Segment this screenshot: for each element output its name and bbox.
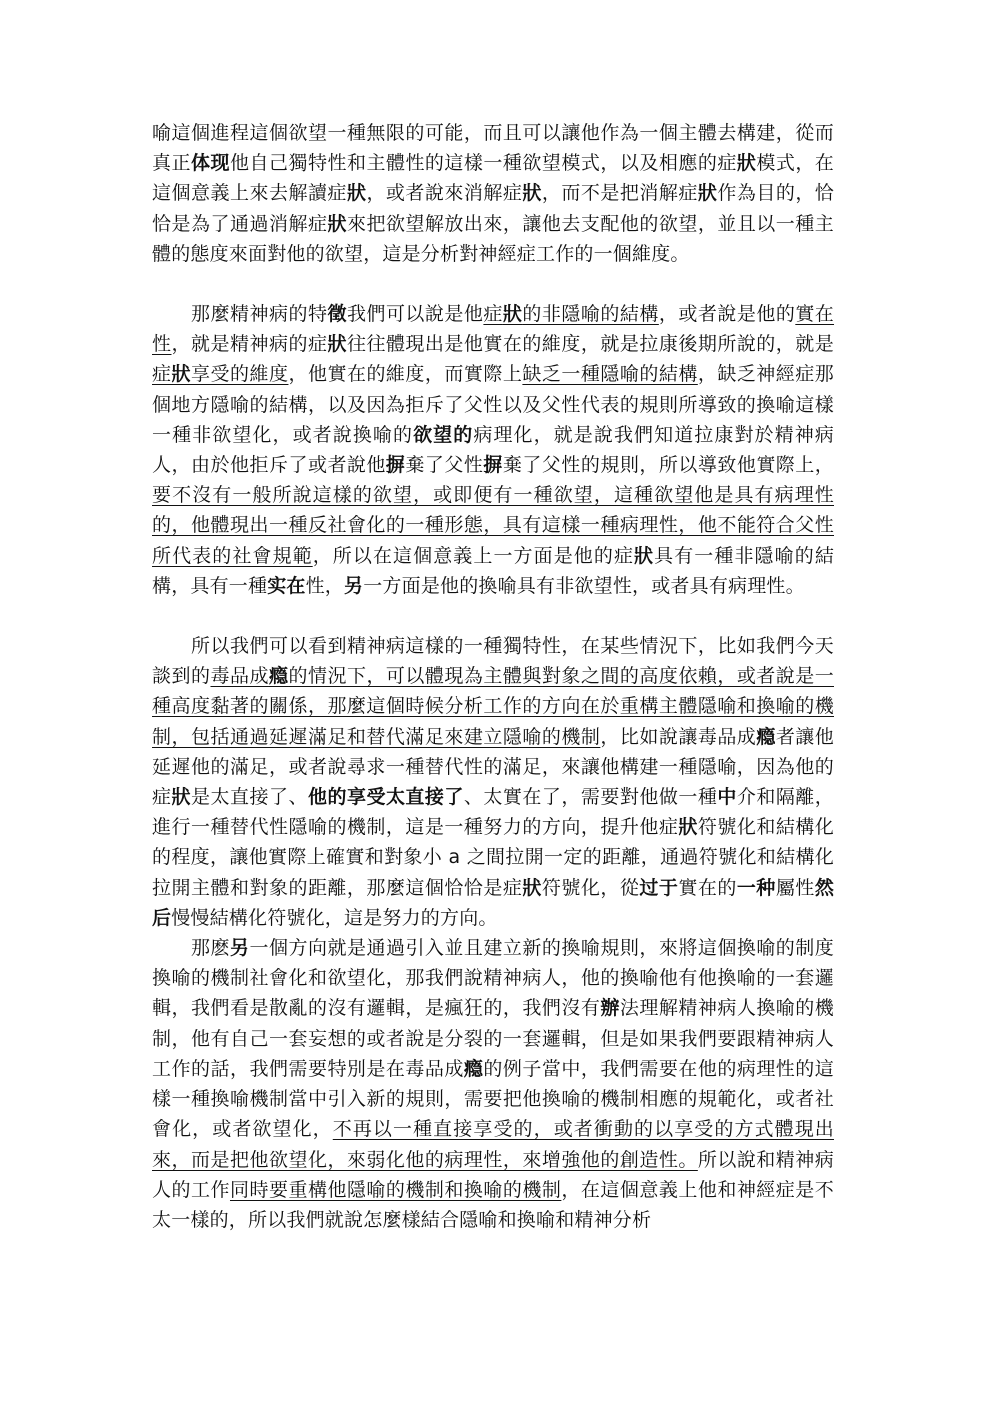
underlined-text: 實在性 [152,303,835,356]
text-run: 喻這個進程這個欲望一種無限的可能，而且可以讓他作為一個主體去構建，從而真正 [152,122,834,175]
bold-text: 狀 [678,816,698,839]
bold-text: 狀 [171,786,191,809]
text-run: 一個方向就是通過引入並且建立新的換喻規則，來將這個換喻的制度換喻的機制社會化和欲望化，那我們說精神病人，他的換喻他有他換喻的一套邏輯，我們看是散亂的沒有邏輯，是瘋狂的，我們沒有 [152,937,834,1020]
bold-text: 狀 [697,182,718,205]
text-run: 來把欲望解放出來，讓他去支配他的欲望，並且以一種主體的態度來面對他的欲望，這是分析對神經症工作的一個維度。 [152,212,834,265]
paragraph [152,299,834,601]
text-run: 往往體現出是他實在的維度，就是拉康後期所說的，就是 [346,333,834,356]
bold-text: 狀 [522,876,542,899]
underlined-text: 同時要重構他隱喻的機制和換喻的機制 [229,1178,562,1201]
text-run: ，或者說來消解症 [366,182,523,205]
underlined-text: 毒品成 [210,665,269,688]
bold-text: 他的享受太直接了 [307,786,464,809]
document-body [152,118,834,1235]
text-run: 屬性 [775,876,815,899]
text-run: 我們可以說是他 [346,303,484,326]
bold-text: 欲望的 [413,423,474,446]
underlined-text: 的情況下，可以體現為主體與對象之間的高度依賴，或者說是一種高度黏著的關係，那麼這個時候分析工作的方向在於重構主體隱喻和換喻的機制，包括通過延遲滿足和替代滿足來建立隱喻的機制 [152,665,834,748]
bold-text: 然后 [152,876,835,929]
underlined-text: 要不沒有一般所說這樣的欲望，或即便有一種欲望，這種欲望他是具有病理性的，他體現出 [152,484,834,537]
bold-text: 过于 [639,876,679,899]
text-run: 具有一種非隱喻的結構，具有一種 [152,544,835,597]
bold-text: 狀 [736,152,757,175]
underlined-text: 狀 [171,363,191,386]
bold-text: 瘾 [463,1057,484,1080]
text-run: ，比如說讓毒品成 [600,725,757,748]
bold-text: 摒 [483,454,503,477]
bold-text: 辦 [600,997,620,1020]
bold-text: 体现 [191,152,230,175]
underlined-text: 瘾 [268,665,289,688]
text-run: 那麽 [191,937,230,960]
text-run: 棄了父性的規則，所以導致他實際上， [502,454,834,477]
bold-text: 中 [717,786,737,809]
text-run: 法理解精神病人換喻的機制，他有自己一套妄想的或者說是分裂的一套邏輯，但是如果我們要跟精神病人工作的話，我們需要特別是在毒品成 [152,997,834,1080]
text-run: 實在的 [678,876,737,899]
text-run: ，就是精神病的症 [171,333,328,356]
paragraph [152,118,834,269]
text-run: 他自己獨特性和主體性的這樣一種欲望模式，以及相應的症 [230,152,737,175]
underlined-text: 不再以一種直接享受的，或者衝動的以享受的方式體現出來，而是把他欲望化，來弱化他的病理性，來增強他的創造性。 [152,1118,834,1171]
underlined-text: 的非隱喻的結構 [522,303,659,326]
bold-text: 狀 [634,544,655,567]
text-run: 所以我們可以看到精神病這樣的一種獨特性，在某些情況下，比如我們今天談到的 [152,635,834,688]
underlined-text: 症 [152,363,172,386]
underlined-text: 一種反社會化的一種形態，具有這樣一種病理性，他不能符合父性所代表的社會規範 [152,514,834,567]
text-run: 者讓他延遲他的滿足，或者說尋求一種替代性的滿足，來讓他構建一種隱喻，因為他的症 [152,725,834,809]
paragraph [152,631,834,933]
text-run: 作為目的，恰恰是為了通過消解症 [152,182,835,235]
text-run: 、太實在了，需要對他做一種 [463,786,718,809]
bold-text: 瘾 [756,725,776,748]
text-run: 所以說和精神病人的工作 [152,1148,834,1201]
bold-text: 一种 [736,876,776,899]
bold-text: 狀 [346,182,367,205]
bold-text: 摒 [385,454,406,477]
bold-text: 狀 [522,182,542,205]
text-run: 符號化和結構化的程度，讓他實際上確實和對象小 a 之間拉開一定的距離，通過符號化和結構化拉開主體和對象的距離，那麼這個恰恰是症 [152,816,835,899]
text-run: 性， [305,574,345,597]
text-run: 一方面是他的換喻具有非欲望性，或者具有病理性。 [363,574,805,597]
underlined-text: 狀 [502,303,523,326]
text-run: 的例子當中，我們需要在他的病理性的這樣一種換喻機制當中引入新的規則，需要把他換喻的機制相應的規範化，或者社會化，或者欲望化， [152,1057,834,1141]
underlined-text: 症 [483,303,503,326]
text-run: 棄了父性 [405,454,484,477]
bold-text: 实在 [267,574,306,597]
text-run: ，而不是把消解症 [541,182,698,205]
text-run: 那麼精神病的特 [191,303,328,326]
underlined-text: 享受的維度 [191,363,289,386]
bold-text: 另 [344,574,364,597]
text-run: 病理化，就是說我們知道拉康對於精神病人，由於他拒斥了或者說他 [152,423,834,477]
bold-text: 狀 [327,212,347,235]
text-run: 模式，在這個意義上來去解讀症 [152,152,835,205]
text-run: ，他實在的維度，而實際上 [288,363,523,386]
paragraph [152,933,834,1235]
underlined-text: 缺乏一種隱喻的結構 [522,363,698,386]
text-run: 是太直接了、 [191,786,308,809]
text-run: ，在這個意義上他和神經症是不太一樣的，所以我們就說怎麼樣結合隱喻和換喻和精神分析 [152,1178,834,1231]
bold-text: 另 [230,937,250,960]
text-run: 介和隔離，進行一種替代性隱喻的機制，這是一種努力的方向，提升他症 [152,786,834,839]
bold-text: 徵 [327,303,347,326]
bold-text: 狀 [327,333,347,356]
text-run: ，所以在這個意義上一方面是他的症 [312,544,635,567]
text-run: 符號化，從 [541,876,640,899]
text-run: ，或者說是他的 [658,303,796,326]
text-run: 慢慢結構化符號化，這是努力的方向。 [171,906,498,929]
text-run: ，缺乏神經症那個地方隱喻的結構，以及因為拒斥了父性以及父性代表的規則所導致的換喻這樣一種非欲望化，或者說換喻的 [152,363,834,446]
